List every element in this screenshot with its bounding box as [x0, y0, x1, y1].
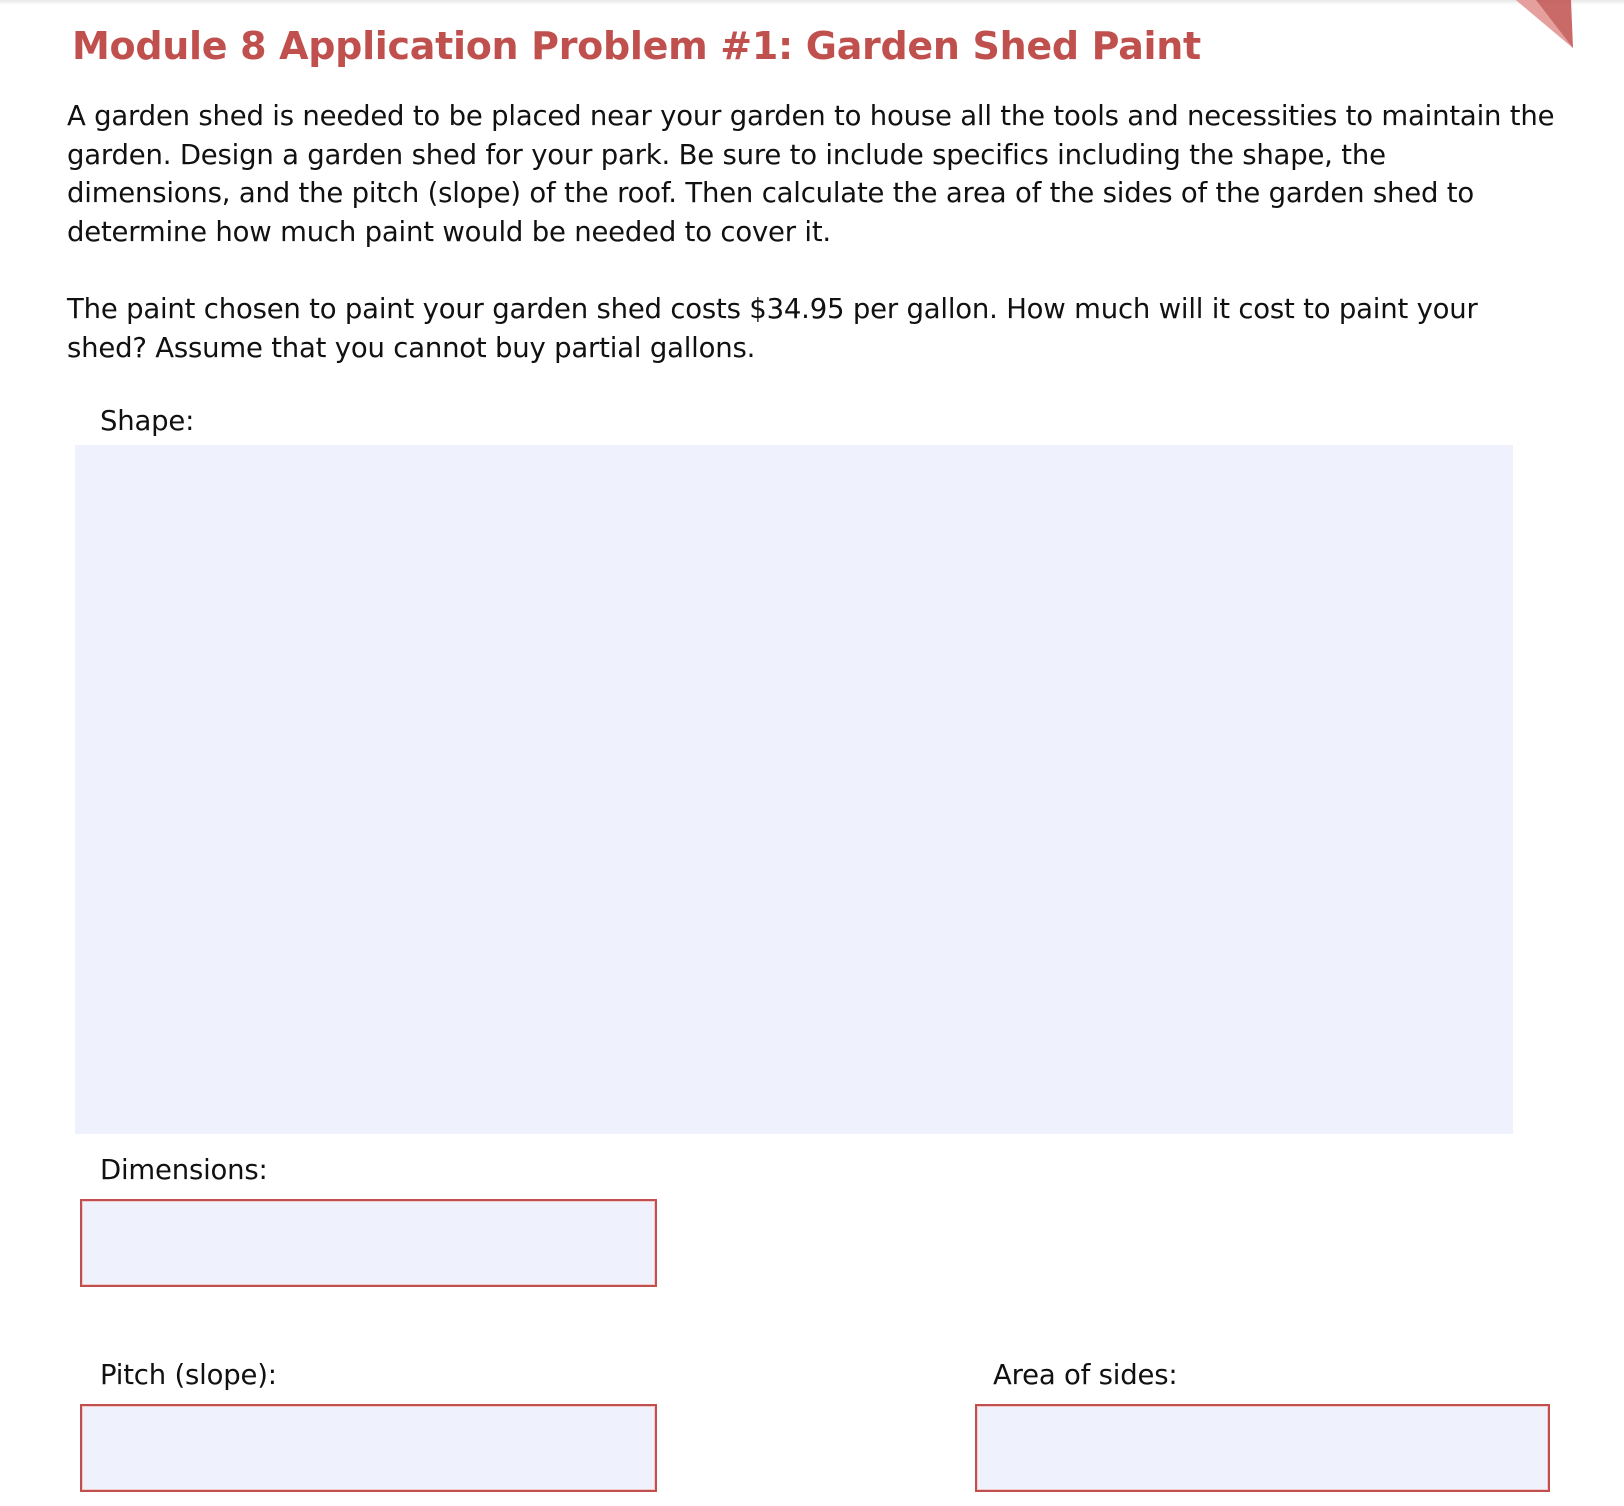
shape-label: Shape: — [100, 405, 195, 437]
problem-description: A garden shed is needed to be placed near your garden to house all the tools and necessities to maintain the garden. Design a garden shed for your park. Be sure to include specifics including the shape, the dimensions, and the pitch (slope) of the roof. Then calculate the area of the sides of the garden shed to determine how much paint would be needed to cover it. — [67, 100, 1555, 248]
pitch-field[interactable] — [80, 1404, 657, 1492]
pitch-label: Pitch (slope): — [100, 1359, 277, 1391]
area-of-sides-label: Area of sides: — [993, 1359, 1178, 1391]
page-title: Module 8 Application Problem #1: Garden Shed Paint — [72, 24, 1201, 68]
dimensions-field[interactable] — [80, 1199, 657, 1287]
page-corner-fold-icon — [1516, 0, 1576, 50]
top-edge-shadow — [0, 0, 1624, 5]
dimensions-label: Dimensions: — [100, 1154, 268, 1186]
cost-question: The paint chosen to paint your garden shed costs $34.95 per gallon. How much will it cost to paint your shed? Assume that you cannot buy partial gallons. — [67, 293, 1478, 364]
area-of-sides-field[interactable] — [975, 1404, 1550, 1492]
shape-drawing-area[interactable] — [75, 445, 1513, 1134]
